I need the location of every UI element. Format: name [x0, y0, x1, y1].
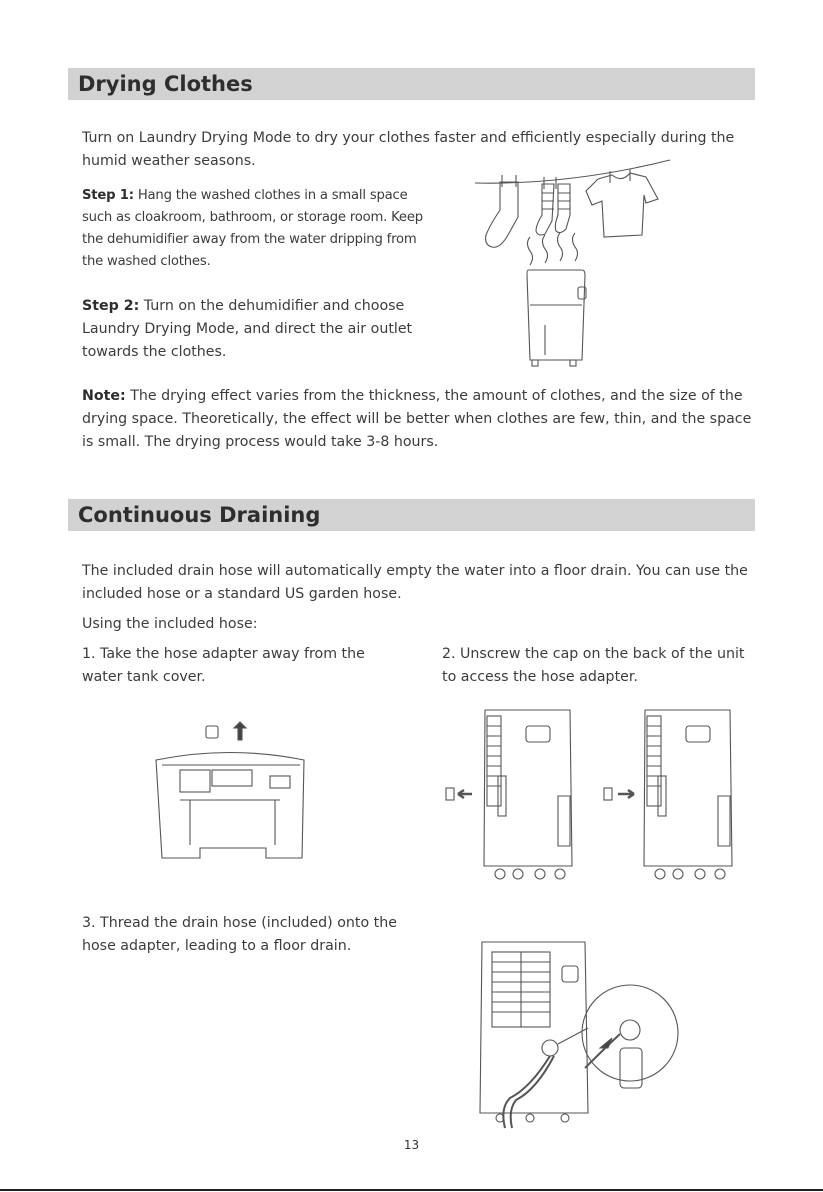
- back-cap-illustration-1: [440, 706, 580, 881]
- step-1-label: Step 1:: [82, 188, 134, 203]
- page-bottom-border: [0, 1189, 823, 1191]
- draining-step-2: 2. Unscrew the cap on the back of the unit to access the hose adapter.: [442, 646, 745, 685]
- draining-step-1: 1. Take the hose adapter away from the water tank cover.: [82, 646, 365, 685]
- draining-using-label: Using the included hose:: [82, 616, 258, 632]
- page-number: 13: [403, 1138, 420, 1152]
- drying-note: [82, 385, 754, 454]
- note-label: Note:: [82, 388, 126, 404]
- back-cap-illustration-2: [600, 706, 740, 881]
- step-1-text: Hang the washed clothes in a small space such as cloakroom, bathroom, or storage room. Keep the dehumidifier away from the water dripping from the washed clothes.: [82, 188, 423, 269]
- drying-step-1: [82, 185, 427, 273]
- drying-intro: Turn on Laundry Drying Mode to dry your clothes faster and efficiently especially during the humid weather seasons.: [82, 130, 735, 169]
- draining-step-3: 3. Thread the drain hose (included) onto the hose adapter, leading to a floor drain.: [82, 915, 397, 954]
- tank-cover-illustration: [150, 720, 315, 870]
- drain-hose-illustration: [470, 938, 685, 1133]
- section-title-continuous-draining: Continuous Draining: [78, 503, 321, 527]
- note-text: The drying effect varies from the thickness, the amount of clothes, and the size of the drying space. Theoretically, the effect will be better when clothes are few, thin, and the space is small. The drying process would take 3-8 hours.: [82, 388, 752, 450]
- clothes-drying-illustration: [470, 155, 680, 370]
- step-2-text: Turn on the dehumidifier and choose Laundry Drying Mode, and direct the air outlet towards the clothes.: [82, 298, 413, 360]
- section-heading-bar: [68, 68, 755, 100]
- drying-step-2: [82, 295, 427, 364]
- draining-intro: The included drain hose will automatically empty the water into a floor drain. You can use the included hose or a standard US garden hose.: [82, 563, 748, 602]
- step-2-label: Step 2:: [82, 298, 140, 314]
- section-title-drying-clothes: Drying Clothes: [78, 72, 253, 96]
- section-heading-bar: [68, 499, 755, 531]
